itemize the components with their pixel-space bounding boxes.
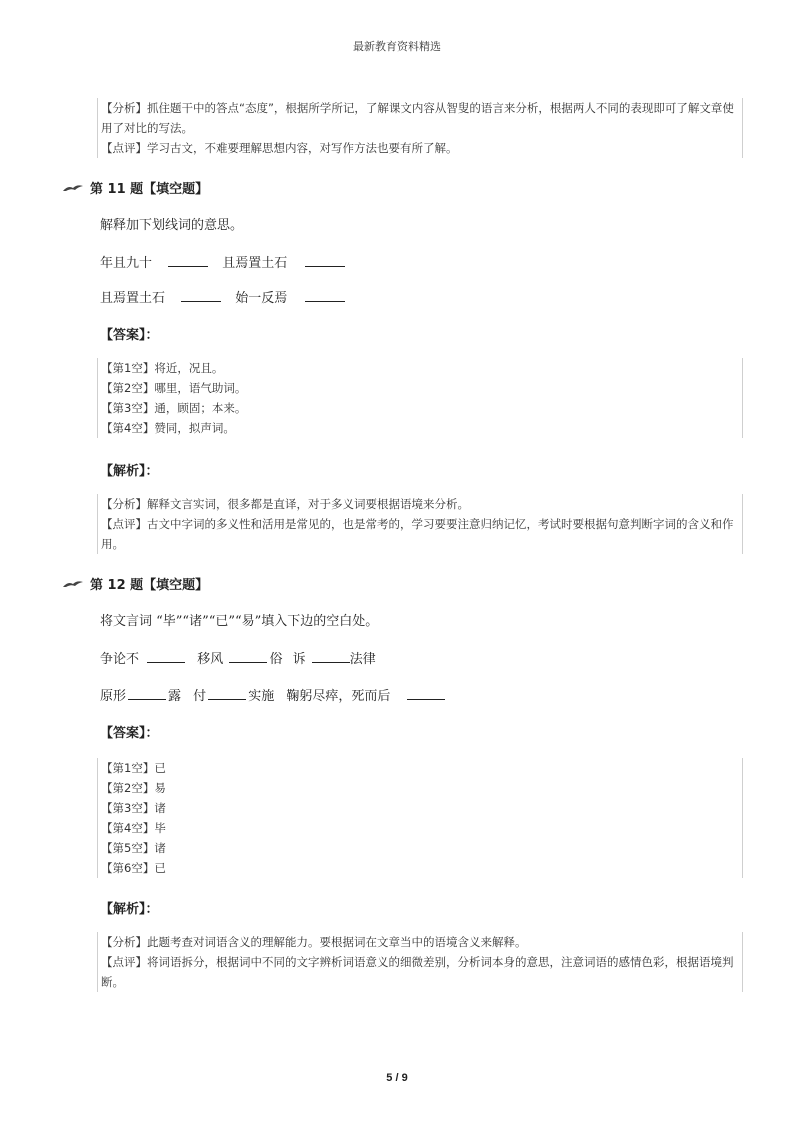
question-12-title-text: 第 12 题【填空题】 xyxy=(90,578,209,593)
analysis-box-11 xyxy=(97,494,743,554)
phrase: 诉 xyxy=(292,652,306,667)
question-11-title-text: 第 11 题【填空题】 xyxy=(90,182,209,197)
phrase: 鞠躬尽瘁，死而后 xyxy=(286,689,391,704)
blank-3[interactable] xyxy=(312,650,350,663)
phrase: 移风 xyxy=(197,652,224,667)
bird-icon xyxy=(62,182,84,197)
answer-box-11 xyxy=(97,358,743,438)
answer-line: 【第3空】诸 xyxy=(101,801,166,815)
answer-line: 【第2空】易 xyxy=(101,781,166,795)
phrase: 年且九十 xyxy=(100,256,153,271)
phrase: 争论不 xyxy=(100,652,140,667)
answer-box-12 xyxy=(97,758,743,878)
phrase: 且焉置土石 xyxy=(100,291,166,306)
blank-2[interactable] xyxy=(305,254,345,267)
question-12-row-1 xyxy=(100,648,376,667)
question-12-row-2 xyxy=(100,685,449,704)
blank-5[interactable] xyxy=(208,687,246,700)
analysis-line: 【分析】抓住题干中的答点“态度”，根据所学所记，了解课文内容从智叟的语言来分析，根据两人不同的表现即可了解文章使用了对比的写法。 xyxy=(101,101,734,135)
analysis-label: 【解析】： xyxy=(100,902,159,917)
analysis-line: 【分析】解释文言实词，很多都是直译，对于多义词要根据语境来分析。 xyxy=(101,497,469,511)
answer-line: 【第1空】将近，况且。 xyxy=(101,361,224,375)
answer-line: 【第2空】哪里，语气助词。 xyxy=(101,381,247,395)
analysis-line: 【分析】此题考查对词语含义的理解能力。要根据词在文章当中的语境含义来解释。 xyxy=(101,935,527,949)
phrase: 付 xyxy=(193,689,207,704)
bird-icon xyxy=(62,578,84,593)
phrase: 露 xyxy=(168,689,182,704)
question-11-row-1 xyxy=(100,252,349,271)
answer-line: 【第5空】诸 xyxy=(101,841,166,855)
answer-line: 【第3空】通，顾固；本来。 xyxy=(101,401,247,415)
comment-line: 【点评】将词语拆分，根据词中不同的文字辨析词语意义的细微差别，分析词本身的意思，注意词语的感情色彩，根据语境判断。 xyxy=(101,955,734,989)
blank-1[interactable] xyxy=(147,650,185,663)
comment-line: 【点评】古文中字词的多义性和活用是常见的，也是常考的，学习要要注意归纳记忆，考试时要根据句意判断字词的含义和作用。 xyxy=(101,517,734,551)
analysis-box-previous xyxy=(97,98,743,158)
answer-line: 【第4空】赞同，拟声词。 xyxy=(101,421,235,435)
blank-2[interactable] xyxy=(229,650,267,663)
phrase: 俗 xyxy=(269,652,283,667)
phrase: 且焉置土石 xyxy=(222,256,288,271)
blank-4[interactable] xyxy=(128,687,166,700)
analysis-box-12 xyxy=(97,932,743,992)
comment-line: 【点评】学习古文，不难要理解思想内容，对写作方法也要有所了解。 xyxy=(101,141,458,155)
question-11-row-2 xyxy=(100,287,349,306)
question-11-title xyxy=(62,178,208,197)
answer-label: 【答案】： xyxy=(100,726,159,741)
answer-line: 【第4空】毕 xyxy=(101,821,166,835)
phrase: 原形 xyxy=(100,689,127,704)
question-12-title xyxy=(62,574,208,593)
phrase: 始一反焉 xyxy=(235,291,288,306)
analysis-label: 【解析】： xyxy=(100,464,159,479)
answer-line: 【第1空】已 xyxy=(101,761,166,775)
answer-label: 【答案】： xyxy=(100,328,159,343)
page-header: 最新教育资料精选 xyxy=(353,40,441,53)
answer-line: 【第6空】已 xyxy=(101,861,166,875)
phrase: 法律 xyxy=(349,652,376,667)
blank-6[interactable] xyxy=(407,687,445,700)
page-number: 5 / 9 xyxy=(386,1072,408,1084)
blank-4[interactable] xyxy=(305,289,345,302)
question-12-prompt: 将文言词 “毕”“诸”“已”“易”填入下边的空白处。 xyxy=(100,614,379,629)
question-11-prompt: 解释加下划线词的意思。 xyxy=(100,218,244,233)
blank-1[interactable] xyxy=(168,254,208,267)
blank-3[interactable] xyxy=(181,289,221,302)
phrase: 实施 xyxy=(248,689,275,704)
